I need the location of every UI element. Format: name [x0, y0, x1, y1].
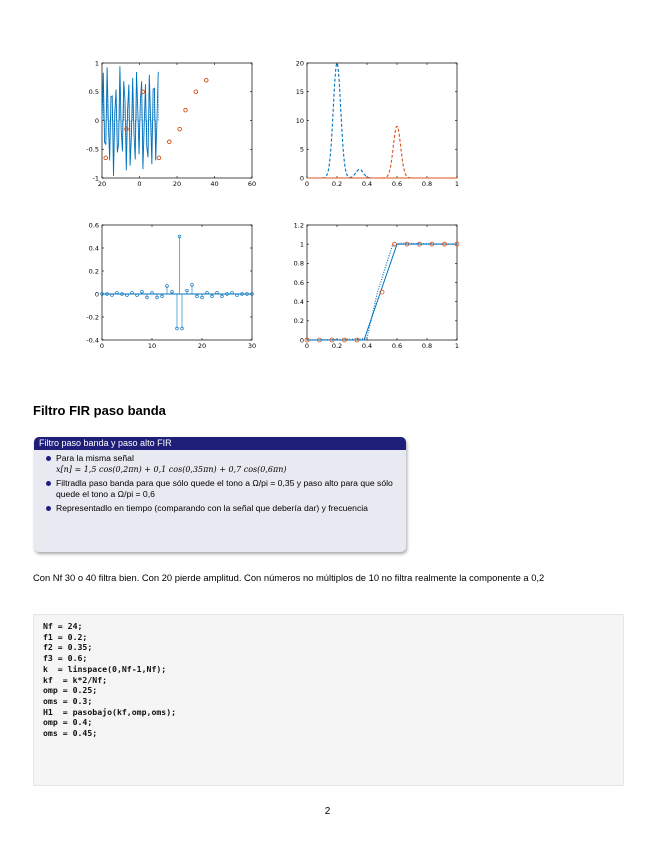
y-tick-label: -1	[92, 174, 99, 183]
series-line	[307, 63, 457, 178]
code-line: omp = 0.4;	[43, 717, 93, 728]
x-tick-label: 0	[137, 180, 142, 188]
y-tick-label: 0	[94, 116, 99, 125]
y-tick-label: 15	[295, 88, 304, 97]
x-tick-label: 30	[247, 342, 257, 350]
code-line: H1 = pasobajo(kf,omp,oms);	[43, 706, 177, 717]
x-tick-label: 0.6	[391, 342, 403, 350]
page-number: 2	[324, 806, 331, 817]
y-tick-label: -0.2	[86, 313, 99, 322]
data-point	[184, 108, 188, 112]
x-tick-label: 20	[197, 342, 207, 350]
code-line: omp = 0.25;	[43, 685, 98, 696]
y-tick-label: 0.6	[88, 221, 99, 230]
code-line: oms = 0.45;	[43, 728, 98, 739]
x-tick-label: 20	[172, 180, 182, 188]
plot-axes-box	[102, 63, 252, 178]
y-tick-label: 0.4	[293, 297, 304, 306]
x-tick-label: 1	[454, 180, 460, 188]
body-paragraph: Con Nf 30 o 40 filtra bien. Con 20 pierde amplitud. Con números no múltiplos de 10 no filtra realmente la componente a 0,2	[33, 572, 545, 583]
plot-spectrum	[285, 58, 475, 198]
x-tick-label: 10	[147, 342, 157, 350]
x-tick-label: 0.2	[331, 180, 343, 188]
y-tick-label: 0.4	[88, 244, 99, 253]
code-block	[33, 614, 624, 786]
section-title: Filtro FIR paso banda	[33, 403, 166, 418]
y-tick-label: 0	[299, 336, 304, 345]
signal-formula: x[n] = 1,5 cos(0,2πn) + 0,1 cos(0,35πn) + 0,7 cos(0,6πn)	[56, 465, 287, 474]
y-tick-label: 1	[299, 240, 304, 249]
x-tick-label: 0.6	[391, 180, 403, 188]
beamer-block	[34, 437, 406, 552]
x-tick-label: 0.4	[361, 342, 373, 350]
x-tick-label: 40	[210, 180, 219, 188]
beamer-list	[34, 453, 406, 514]
y-tick-label: 0	[299, 174, 304, 183]
list-item-text: Representadlo en tiempo (comparando con la señal que debería dar) y frecuencia	[56, 503, 368, 513]
code-text	[34, 615, 623, 739]
y-tick-label: 0.5	[88, 88, 99, 97]
list-item-text: Filtradla paso banda para que sólo quede el tono a Ω/pi = 0,35 y paso alto para que sólo quede el tono a Ω/pi = 0,6	[56, 478, 393, 499]
y-tick-label: -0.4	[86, 336, 99, 345]
data-point	[178, 127, 182, 131]
code-line: Nf = 24;	[43, 621, 83, 631]
code-line: oms = 0.3;	[43, 695, 93, 706]
y-tick-label: 10	[295, 116, 304, 125]
list-item	[56, 503, 406, 514]
x-tick-label: 0	[304, 180, 310, 188]
y-tick-label: 0	[94, 290, 99, 299]
plot-axes-box	[307, 225, 457, 340]
data-point	[194, 90, 198, 94]
plot-time-signal	[80, 58, 270, 198]
list-item	[56, 478, 406, 500]
x-tick-label: 0.8	[421, 342, 433, 350]
beamer-block-title: Filtro paso banda y paso alto FIR	[34, 437, 406, 450]
y-tick-label: 1.2	[293, 221, 304, 230]
y-tick-label: 0.2	[293, 317, 304, 326]
y-tick-label: 0.8	[293, 259, 304, 268]
x-tick-label: 0.2	[331, 342, 343, 350]
code-line: k = linspace(0,Nf-1,Nf);	[43, 663, 167, 674]
plot-impulse-response	[80, 220, 270, 360]
series-line	[307, 243, 457, 340]
data-point	[104, 156, 108, 160]
code-line: kf = k*2/Nf;	[43, 674, 108, 685]
code-line: f3 = 0.6;	[43, 653, 88, 664]
x-tick-label: 0.4	[361, 180, 373, 188]
series-line	[307, 244, 457, 340]
y-tick-label: 0.6	[293, 278, 304, 287]
y-tick-label: 1	[94, 59, 99, 68]
y-tick-label: -0.5	[86, 145, 99, 154]
plot-frequency-response	[285, 220, 475, 360]
y-tick-label: 20	[295, 59, 304, 68]
x-tick-label: 0	[304, 342, 310, 350]
y-tick-label: 5	[299, 145, 304, 154]
series-line	[307, 126, 457, 178]
x-tick-label: 20	[97, 180, 107, 188]
y-tick-label: 0.2	[88, 267, 99, 276]
data-point	[157, 156, 161, 160]
code-line: f1 = 0.2;	[43, 631, 88, 642]
data-point	[167, 140, 171, 144]
x-tick-label: 60	[247, 180, 257, 188]
x-tick-label: 0	[99, 342, 105, 350]
list-item-text: Para la misma señal	[56, 453, 134, 463]
x-tick-label: 0.8	[421, 180, 433, 188]
data-point	[204, 78, 208, 82]
x-tick-label: 1	[454, 342, 460, 350]
list-item	[56, 453, 406, 475]
code-line: f2 = 0.35;	[43, 642, 93, 653]
